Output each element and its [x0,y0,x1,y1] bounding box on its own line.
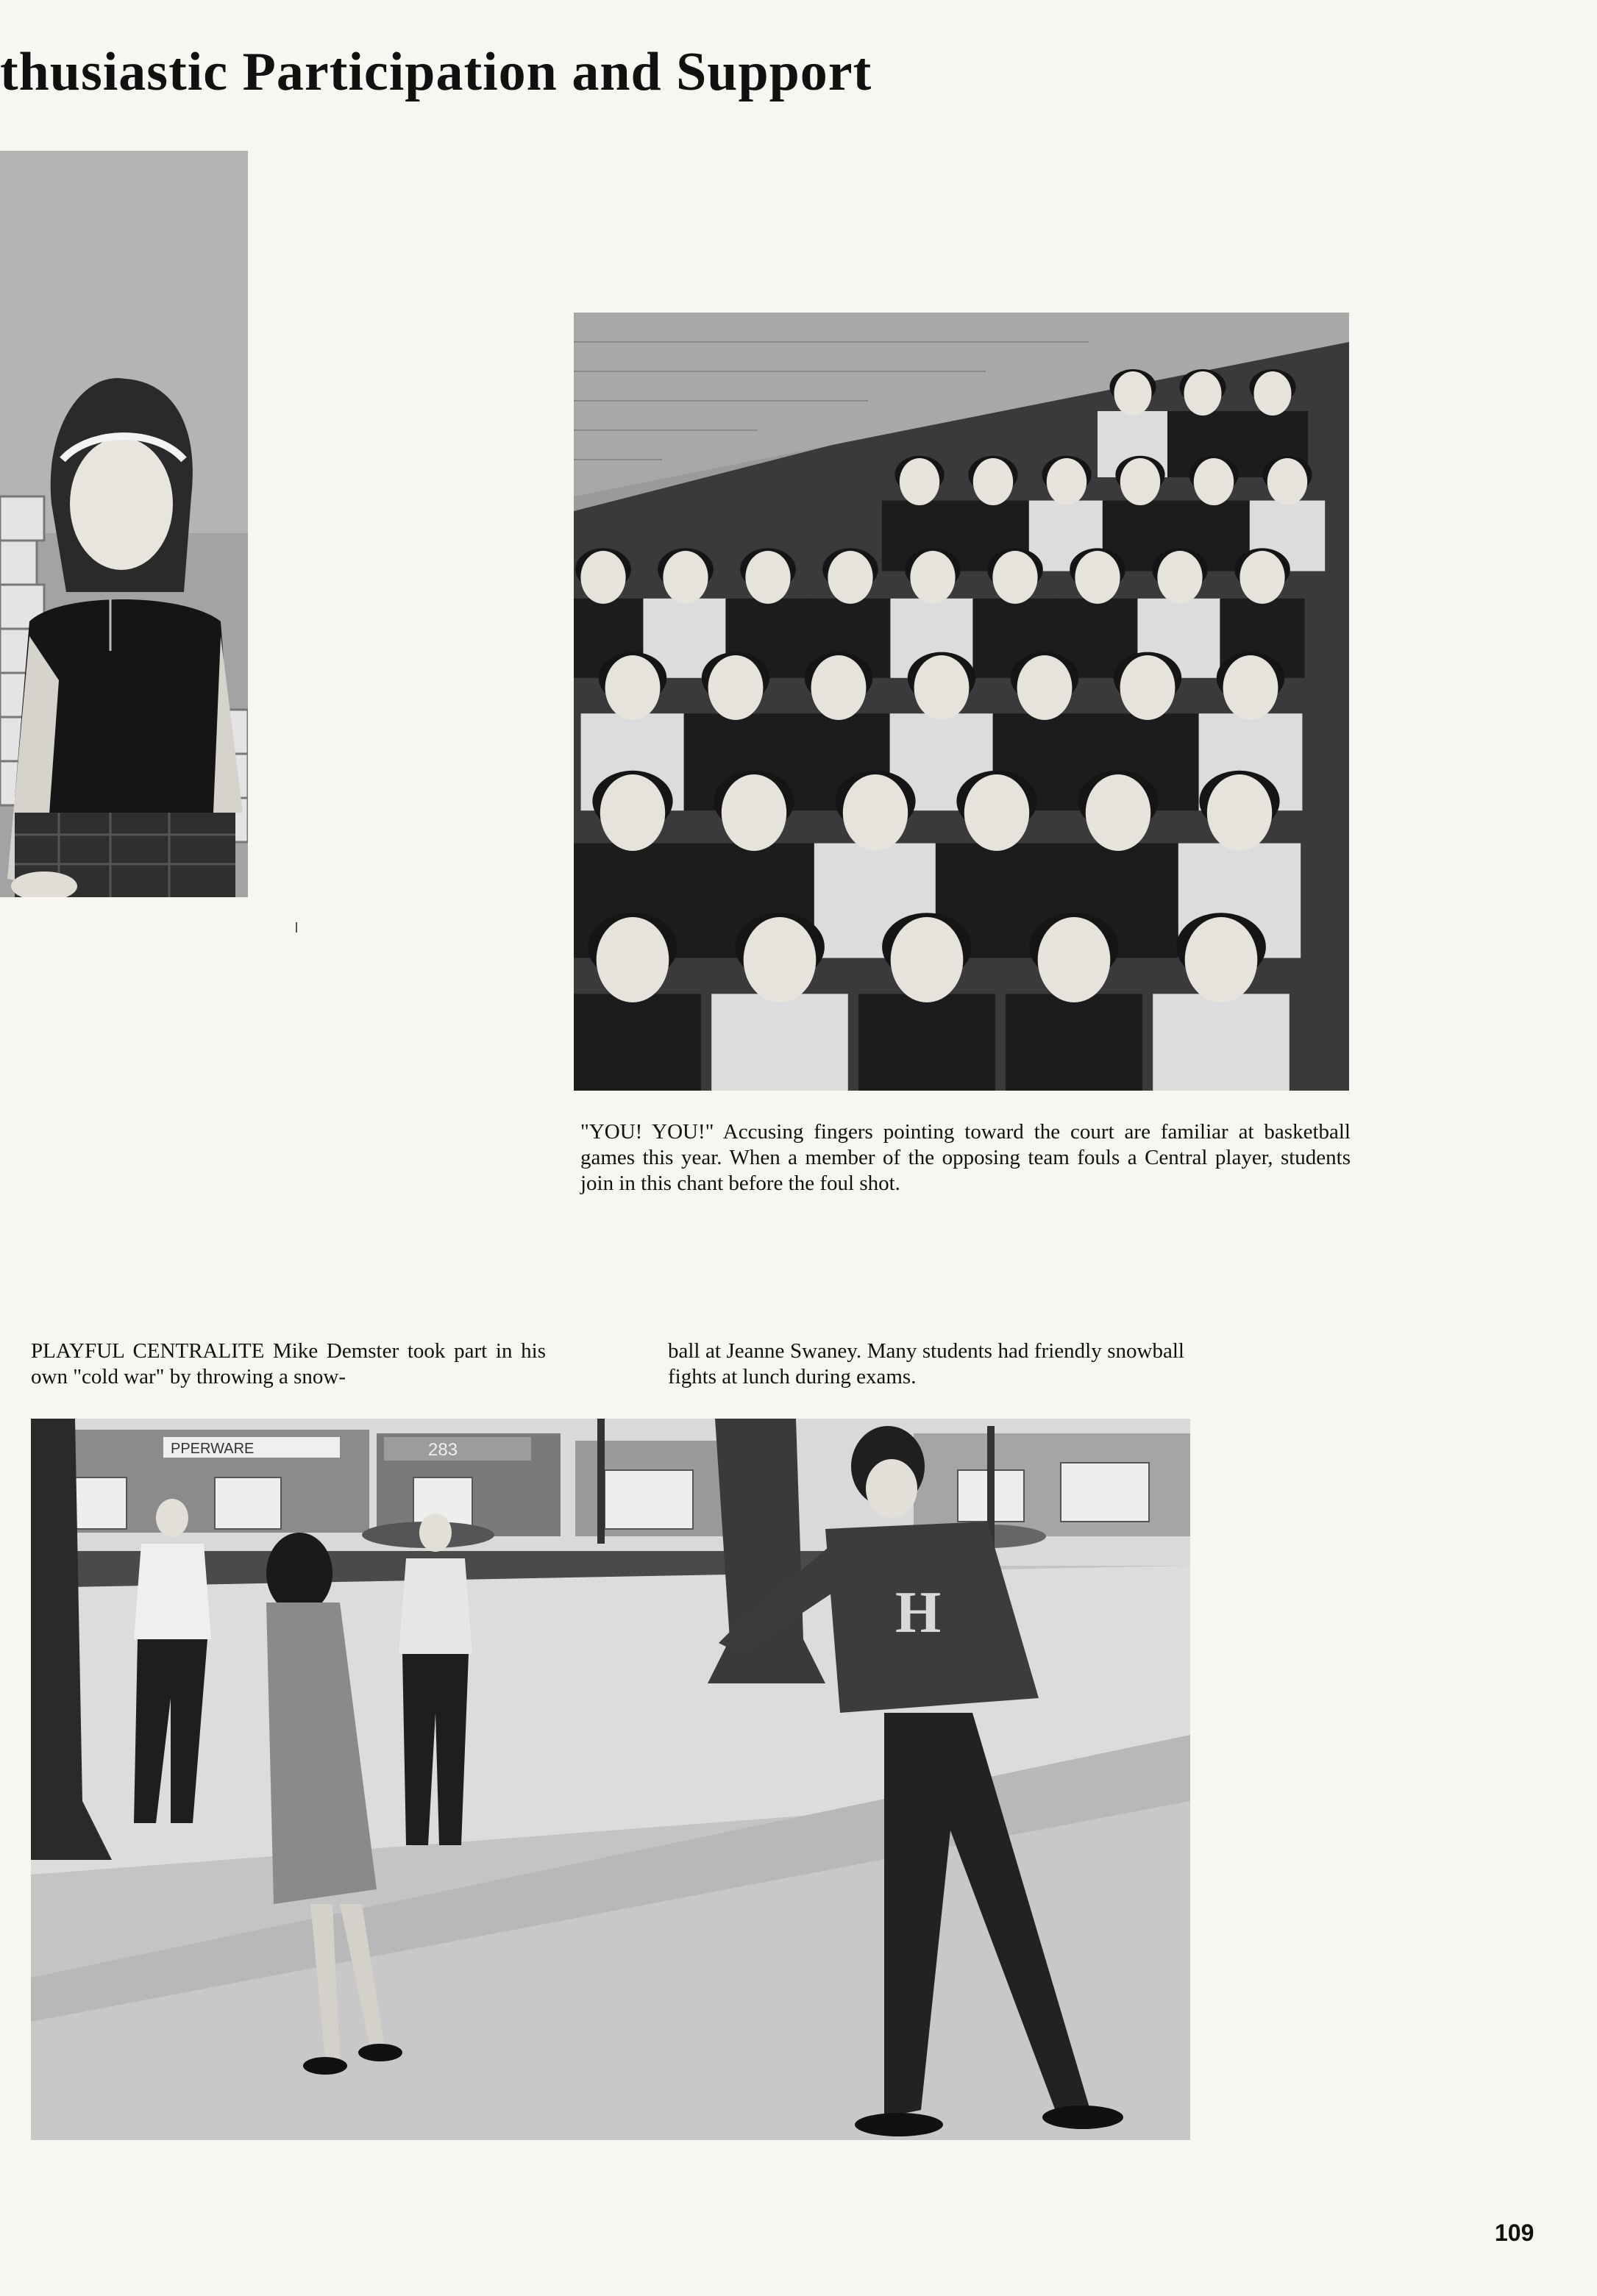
crowd-face [1114,371,1152,416]
crowd-face [973,458,1013,505]
crowd-body [574,994,701,1091]
storefront-sign-right: 283 [428,1440,458,1460]
crowd-face [1047,458,1086,505]
snowball-photo-illustration [31,1419,1190,2140]
storefront-sign-left: PPERWARE [171,1441,255,1457]
crowd-body [1006,994,1142,1091]
crowd-face [900,458,939,505]
crowd-face [811,655,867,720]
stray-print-mark [296,922,297,933]
snow-caption-left: PLAYFUL CENTRALITE Mike Demster took part in his own "cold war" by throwing a snow- [31,1339,546,1388]
crowd-face [1120,458,1160,505]
crowd-face [1086,774,1150,851]
snowball-photo [31,1419,1190,2140]
crowd-body [711,994,848,1091]
crowd-face [964,774,1029,851]
crowd-face [1254,371,1292,416]
crowd-face [1207,774,1272,851]
crowd-face [1120,655,1175,720]
crowd-caption: "YOU! YOU!" Accusing fingers pointing toward the court are familiar at basketball games this year. When a member of the opposing team fouls a Central player, students join in this chant before the foul shot. [580,1120,1351,1195]
crowd-face [1185,917,1258,1002]
crowd-face [745,551,790,604]
crowd-face [1267,458,1307,505]
snow-caption-right: ball at Jeanne Swaney. Many students had friendly snowball fights at lunch during exams. [668,1339,1184,1388]
crowd-face [708,655,764,720]
crowd-face [1194,458,1234,505]
crowd-face [1239,551,1284,604]
crowd-face [1038,917,1111,1002]
crowd-face [828,551,872,604]
crowd-face [992,551,1037,604]
crowd-face [663,551,708,604]
crowd-body [1153,994,1290,1091]
crowd-face [1075,551,1120,604]
crowd-body [858,994,995,1091]
crowd-photo [574,313,1349,1091]
girl-photo [0,151,248,897]
crowd-face [600,774,665,851]
girl-photo-illustration [0,151,248,897]
crowd-face [605,655,661,720]
crowd-face [580,551,625,604]
crowd-photo-illustration [574,313,1349,1091]
crowd-face [744,917,817,1002]
crowd-face [1223,655,1278,720]
page-headline: thusiastic Participation and Support [0,42,872,102]
crowd-face [843,774,908,851]
crowd-face [1017,655,1073,720]
crowd-face [1157,551,1202,604]
crowd-face [1184,371,1222,416]
crowd-face [910,551,955,604]
crowd-face [597,917,669,1002]
crowd-face [722,774,786,851]
page-number: 109 [1495,2220,1534,2246]
crowd-face [891,917,964,1002]
crowd-face [914,655,970,720]
svg-text:H: H [895,1580,942,1645]
